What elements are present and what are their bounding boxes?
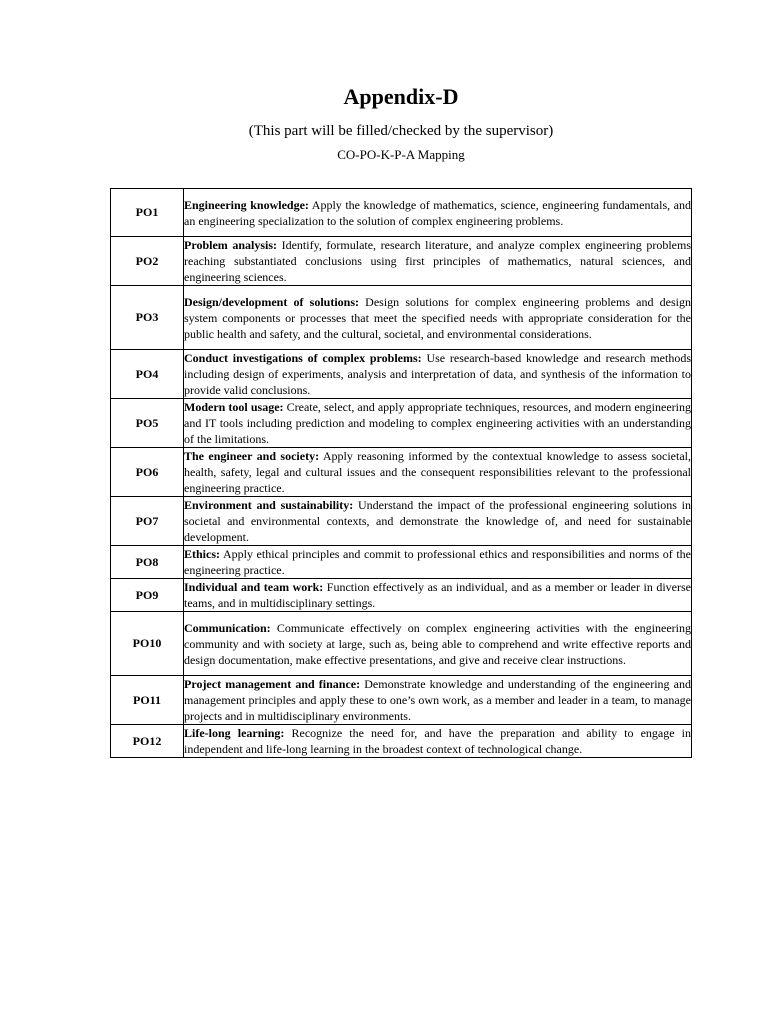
table-row (111, 350, 692, 399)
po-mapping-table (110, 188, 692, 758)
po-description (184, 497, 692, 546)
po-code: PO5 (111, 399, 184, 448)
po-heading: Ethics: (184, 547, 220, 561)
po-heading: The engineer and society: (184, 449, 320, 463)
po-description (184, 286, 692, 350)
po-code: PO9 (111, 579, 184, 612)
po-code: PO1 (111, 189, 184, 237)
po-heading: Conduct investigations of complex problems: (184, 351, 422, 365)
po-code: PO2 (111, 237, 184, 286)
po-text: Function effectively as an individual, and as a member or leader in diverse teams, and in multidisciplinary settings. (184, 580, 691, 610)
po-text: Create, select, and apply appropriate techniques, resources, and modern engineering and IT tools including prediction and modeling to complex engineering activities with an understanding of the limitations. (184, 400, 691, 446)
po-text: Apply ethical principles and commit to professional ethics and responsibilities and norms of the engineering practice. (184, 547, 691, 577)
po-code: PO3 (111, 286, 184, 350)
po-text: Recognize the need for, and have the preparation and ability to engage in independent and life-long learning in the broadest context of technological change. (184, 726, 691, 756)
po-description (184, 448, 692, 497)
po-heading: Life-long learning: (184, 726, 285, 740)
po-description (184, 189, 692, 237)
table-row (111, 497, 692, 546)
po-text: Identify, formulate, research literature, and analyze complex engineering problems reaching substantiated conclusions using first principles of mathematics, natural sciences, and engineering sciences. (184, 238, 691, 284)
table-row (111, 579, 692, 612)
po-code: PO7 (111, 497, 184, 546)
po-description (184, 399, 692, 448)
po-description (184, 546, 692, 579)
po-description (184, 350, 692, 399)
po-text: Use research-based knowledge and research methods including design of experiments, analysis and interpretation of data, and synthesis of the information to provide valid conclusions. (184, 351, 692, 397)
table-row (111, 189, 692, 237)
po-description (184, 676, 692, 725)
po-heading: Engineering knowledge: (184, 197, 309, 212)
po-text: Communicate effectively on complex engineering activities with the engineering community and with society at large, such as, being able to comprehend and write effective reports and design documentation, make effective presentations, and give and receive clear instructions. (184, 620, 691, 667)
table-row (111, 725, 692, 758)
table-row (111, 286, 692, 350)
table-row (111, 237, 692, 286)
page-title: Appendix-D (343, 84, 459, 109)
po-text: Apply the knowledge of mathematics, science, engineering fundamentals, and an engineering specialization to the solution of complex engineering problems. (184, 197, 691, 228)
po-code: PO6 (111, 448, 184, 497)
table-row (111, 546, 692, 579)
po-heading: Individual and team work: (184, 580, 324, 594)
po-heading: Environment and sustainability: (184, 498, 354, 512)
po-code: PO8 (111, 546, 184, 579)
table-row (111, 612, 692, 676)
po-text: Understand the impact of the professional engineering solutions in societal and environmental contexts, and demonstrate the knowledge of, and need for sustainable development. (184, 498, 691, 544)
po-text: Apply reasoning informed by the contextual knowledge to assess societal, health, safety, legal and cultural issues and the consequent responsibilities relevant to the professional engineering practice. (184, 449, 691, 495)
po-description (184, 237, 692, 286)
po-code: PO4 (111, 350, 184, 399)
po-description (184, 612, 692, 676)
po-text: Demonstrate knowledge and understanding of the engineering and management principles and apply these to one’s own work, as a member and leader in a team, to manage projects and in multidisciplinary environments. (184, 677, 692, 723)
table-caption: CO-PO-K-P-A Mapping (337, 147, 465, 162)
po-heading: Problem analysis: (184, 238, 278, 252)
po-text: Design solutions for complex engineering problems and design system components or processes that meet the specified needs with appropriate consideration for the public health and safety, and the cultural, societal, and environmental considerations. (184, 294, 691, 341)
po-heading: Project management and finance: (184, 677, 361, 691)
table-row (111, 676, 692, 725)
po-code: PO12 (111, 725, 184, 758)
po-code: PO10 (111, 612, 184, 676)
table-row (111, 448, 692, 497)
po-heading: Modern tool usage: (184, 400, 284, 414)
po-code: PO11 (111, 676, 184, 725)
po-heading: Communication: (184, 620, 271, 635)
po-heading: Design/development of solutions: (184, 294, 360, 309)
po-description (184, 725, 692, 758)
page-subtitle: (This part will be filled/checked by the supervisor) (248, 123, 554, 139)
table-row (111, 399, 692, 448)
po-description (184, 579, 692, 612)
